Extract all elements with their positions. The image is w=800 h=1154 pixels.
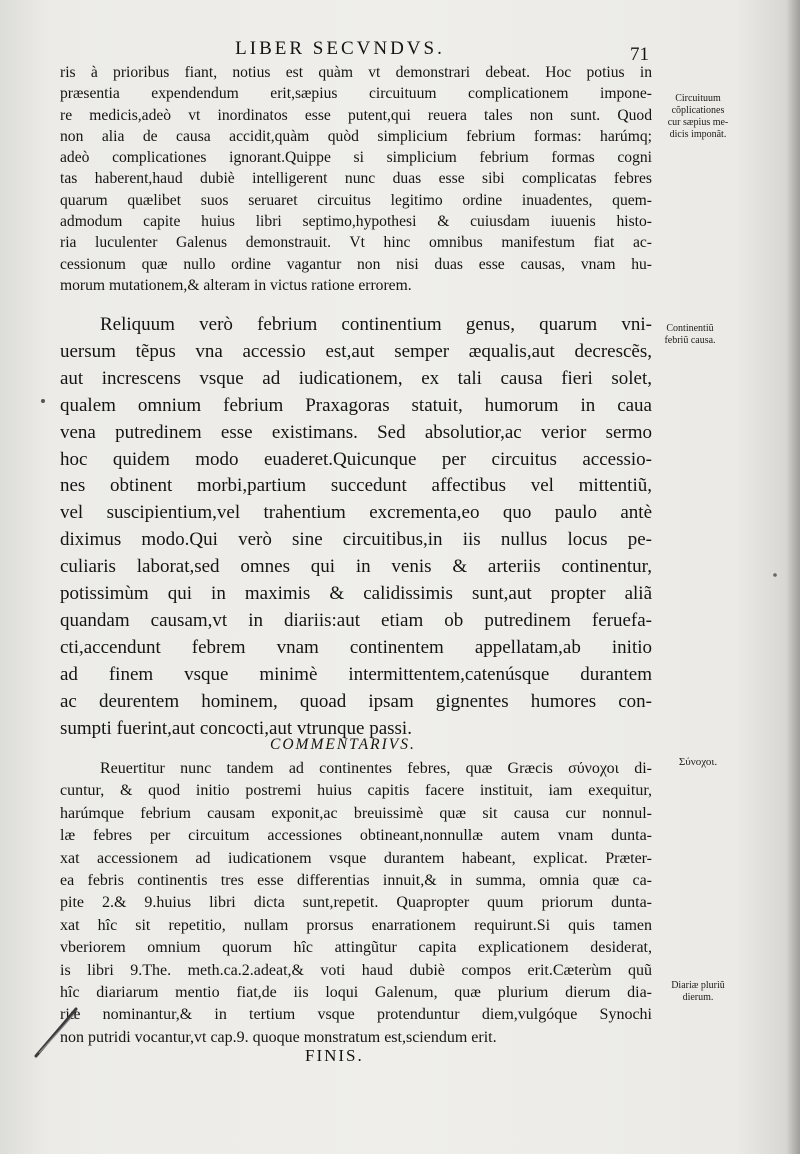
text-line: re medicis,adeò vt inordinatos esse putent,qui reuera tales non sunt. Quod xyxy=(60,106,652,124)
margin-note-continentium xyxy=(650,323,730,347)
running-header-title: LIBER SECVNDVS. xyxy=(235,38,445,59)
margin-note-line: febriũ causa. xyxy=(664,335,716,346)
text-line: potissimùm qui in maximis & calidissimis sunt,aut propter aliã xyxy=(60,583,652,605)
text-line: sumpti fuerint,aut concocti,aut vtrunque passi. xyxy=(60,717,412,739)
margin-note-line: Σύνοχοι. xyxy=(678,756,718,768)
text-line: aut increscens vsque ad iudicationem, ex tali causa fieri solet, xyxy=(60,367,652,389)
text-line: riæ nominantur,& in tertium vsque protenduntur diem,vulgóque Synochi xyxy=(60,1006,652,1024)
margin-note-synochi xyxy=(663,756,733,768)
text-line: hoc quidem modo euaderet.Quicunque per circuitus accessio- xyxy=(60,448,652,470)
text-line: vena putredinem esse existimans. Sed absolutior,ac verior sermo xyxy=(60,421,652,443)
text-line: præsentia expendendum erit,sæpius circuituum complicationem impone- xyxy=(60,85,652,103)
text-line: ac deurentem hominem, quoad ipsam gignentes humores con- xyxy=(60,690,652,712)
text-line: quandam causam,vt in diariis:aut etiam ob putredinem feruefa- xyxy=(60,609,652,631)
text-line: diximus modo.Qui verò sine circuitibus,in iis nullus locus pe- xyxy=(60,529,652,551)
text-line: xat accessionem ad iudicationem vsque durantem habeant, explicat. Præter- xyxy=(60,849,652,867)
text-line: nes obtinent morbi,partium succedunt affectibus vel mittentiũ, xyxy=(60,475,652,497)
ink-stroke-mark xyxy=(30,1006,80,1062)
margin-note-line: Diariæ pluriũ xyxy=(671,980,725,991)
text-line: xat hîc sit repetitio, nullam prorsus enarrationem requirunt.Si quis tamen xyxy=(60,916,652,934)
ink-speck xyxy=(772,572,778,578)
text-line: qualem omnium febrium Praxagoras statuit, humorum in caua xyxy=(60,394,652,416)
ink-speck xyxy=(40,398,46,404)
text-line: vel suscipientium,vel trahentium excrementa,eo quo paulo antè xyxy=(60,502,652,524)
text-line: cti,accendunt febrem vnam continentem appellatam,ab initio xyxy=(60,636,652,658)
margin-note-line: Circuituum xyxy=(675,93,721,104)
text-line: læ febres per circuitum accessiones obtineant,nonnullæ autem vnam dunta- xyxy=(60,827,652,845)
text-line: admodum capite huius libri septimo,hypothesi & cuiusdam iuuenis histo- xyxy=(60,213,652,231)
finis-label: FINIS. xyxy=(305,1046,364,1065)
paragraph-continuation xyxy=(60,62,652,296)
text-line: ris à prioribus fiant, notius est quàm vt demonstrari debeat. Hoc potius in xyxy=(60,64,652,81)
text-line: adeò complicationes ignorant.Quippe si simplicium febrium formas cogni xyxy=(60,149,652,167)
text-line: ad finem vsque minimè intermittentem,catenúsque durantem xyxy=(60,663,652,685)
text-line: is libri 9.The. meth.ca.2.adeat,& voti haud dubiè compos erit.Cæterùm quũ xyxy=(60,961,652,979)
margin-note-line: dicis imponãt. xyxy=(669,129,727,140)
margin-note-diariae xyxy=(656,980,740,1004)
text-line: non putridi vocantur,vt cap.9. quoque monstratum est,sciendum erit. xyxy=(60,1028,497,1046)
text-line: ea febris continentis tres esse differentias innuit,& in summa, omnia quæ ca- xyxy=(60,872,652,890)
text-line: tas haberent,haud dubiè intelligerent nunc duas esse sibi complicatas febres xyxy=(60,170,652,188)
text-line: morum mutationem,& alteram in victus ratione errorem. xyxy=(60,276,412,294)
margin-note-line: cur sæpius me- xyxy=(667,117,729,128)
margin-note-line: dierum. xyxy=(682,992,714,1003)
text-line: quarum quælibet suos seruaret circuitus legitimo ordine inuadentes, quem- xyxy=(60,191,652,209)
text-line: harúmque febrium causam exponit,ac breuissimè quæ sit causa cur nonnul- xyxy=(60,804,652,822)
margin-note-line: Continentiũ xyxy=(666,323,714,334)
text-line: hîc diariarum mentio fiat,de iis loqui Galenum, quæ plurium dierum dia- xyxy=(60,984,652,1002)
text-line: non alia de causa accidit,quàm quòd simplicium febrium formas: harúmq; xyxy=(60,127,652,145)
margin-note-circuituum xyxy=(662,93,734,141)
commentary-paragraph xyxy=(60,758,652,1049)
text-line: cessionum quæ nullo ordine vagantur non nisi duas esse causas, vnam hu- xyxy=(60,255,652,273)
commentarius-heading: COMMENTARIVS. xyxy=(270,736,416,753)
main-text-paragraph xyxy=(60,312,652,743)
margin-note-line: cõplicationes xyxy=(671,105,725,116)
page-spine-shadow xyxy=(786,0,800,1154)
text-line: Reliquum verò febrium continentium genus, quarum vni- xyxy=(100,314,652,335)
text-line: cuntur, & quod initio postremi huius capitis facere instituit, iam exequitur, xyxy=(60,782,652,800)
text-line: pite 2.& 9.huius libri dicta sunt,repetit. Quapropter quum priorum dunta- xyxy=(60,894,652,912)
text-line: vberiorem omnium quorum hîc attingũtur capita explicationem desiderat, xyxy=(60,939,652,957)
text-line: culiaris laborat,sed omnes qui in venis & arteriis continentur, xyxy=(60,556,652,578)
text-line: ria luculenter Galenus demonstrauit. Vt hinc omnibus manifestum fiat ac- xyxy=(60,234,652,252)
text-line: uersum tẽpus vna accessio est,aut semper æqualis,aut decrescẽs, xyxy=(60,340,652,362)
text-line: Reuertitur nunc tandem ad continentes febres, quæ Græcis σύνοχοι di- xyxy=(100,760,652,777)
page-number: 71 xyxy=(630,44,649,65)
